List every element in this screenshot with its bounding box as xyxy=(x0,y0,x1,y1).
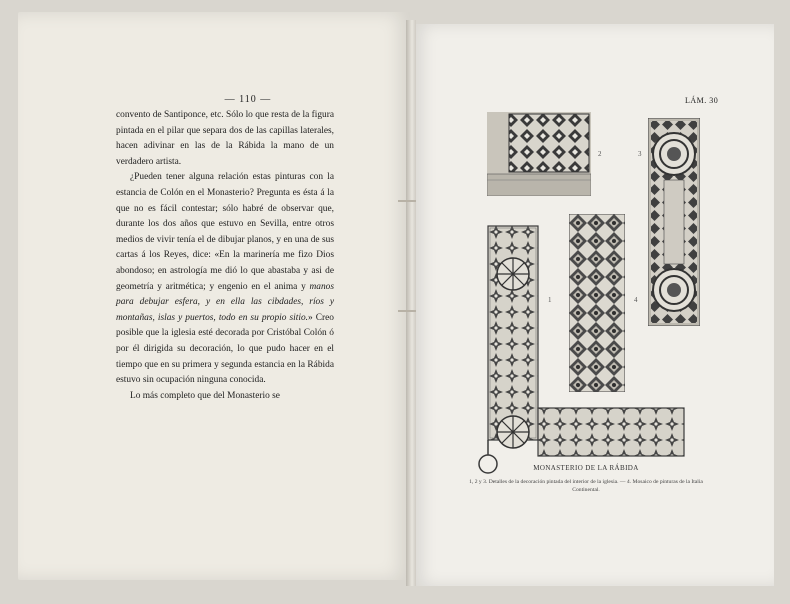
paragraph: convento de Santiponce, etc. Sólo lo que resta de la figura pintada en el pilar que separa dos de las capillas laterales, hacen adivinar en las de la Rábida la mano de un verdadero artista. xyxy=(116,110,334,167)
plate-label: LÁM. 30 xyxy=(685,96,719,105)
figure-2-tile-panel xyxy=(487,112,591,196)
figure-number: 2 xyxy=(598,150,602,158)
binding-thread xyxy=(398,200,416,202)
binding-thread xyxy=(398,310,416,312)
plate-caption-title: MONASTERIO DE LA RÁBIDA xyxy=(533,464,639,472)
figure-number: 4 xyxy=(634,296,638,304)
figure-number: 3 xyxy=(638,150,642,158)
book-gutter xyxy=(406,20,416,586)
page-number: — 110 — xyxy=(224,94,272,105)
plate-caption-text: 1, 2 y 3. Detalles de la decoración pintada del interior de la iglesia. — 4. Mosaico de pinturas de la Italia Continental. xyxy=(469,479,703,493)
paragraph: ¿Pueden tener alguna relación estas pinturas con la estancia de Colón en el Monasterio? Pregunta es ésta á la que no es fácil contestar; sólo habré de observar que, durante los dos años que estuvo en Sevilla, entre otros medios de vivir tenía el de dibujar planos, y en una de sus cartas á los Reyes, dice: «En la marinería me fizo Dios abondoso; en astrología me dió lo que abastaba y asi de geometría y aritmética; y engenio en el anima y manos para debujar esfera, y en ella las cibdades, ríos y montañas, islas y puertos, todo en su propio sitio.» Creo posible que la iglesia esté decorada por Cristóbal Colón ó por él dirigida su decoración, lo que pudo hacer en el tiempo que en su primera y segunda estancia en la Rábida estuvo sin ocupación ninguna conocida. xyxy=(116,172,334,386)
body-text xyxy=(116,108,334,404)
paragraph: Lo más completo que del Monasterio se xyxy=(130,390,280,401)
figure-number: 1 xyxy=(548,296,552,304)
figure-1-l-border xyxy=(472,224,688,476)
